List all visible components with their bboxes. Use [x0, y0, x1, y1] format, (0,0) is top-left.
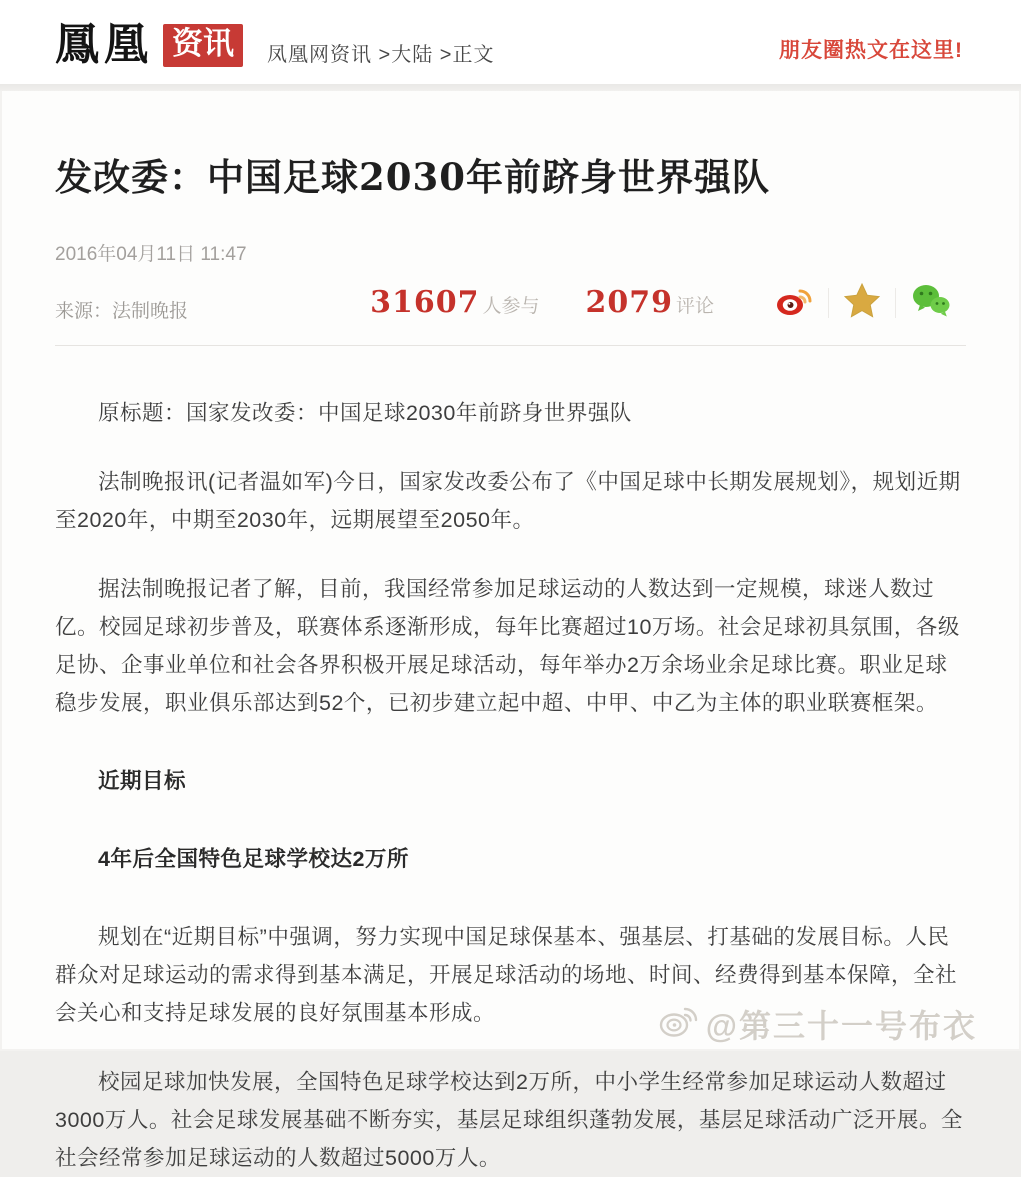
article-paragraph: 规划在“近期目标”中强调，努力实现中国足球保基本、强基层、打基础的发展目标。人民群众对足球运动的需求得到基本满足，开展足球活动的场地、时间、经费得到基本保障，全社会关心和支持足球发展的良好氛围基本形成。 — [55, 925, 958, 1025]
article-body — [55, 394, 966, 1177]
favorite-star-icon — [843, 282, 881, 323]
comments-count: 2079 — [585, 285, 673, 320]
source-label: 来源： — [55, 301, 113, 322]
moments-hot-articles-link[interactable]: 朋友圈热文在这里! — [779, 39, 963, 62]
section-heading: 近期目标 — [98, 769, 187, 793]
weibo-icon — [774, 282, 814, 323]
participants-stat — [370, 285, 539, 320]
wechat-share-button[interactable] — [896, 282, 966, 323]
comments-label: 评论 — [675, 296, 714, 317]
site-header — [0, 0, 1021, 84]
article-paragraph: 据法制晚报记者了解，目前，我国经常参加足球运动的人数达到一定规模，球迷人数过亿。校园足球初步普及，联赛体系逐渐形成，每年比赛超过10万场。社会足球初具氛围，各级足协、企事业单位和社会各界积极开展足球活动，每年举办2万余场业余足球比赛。职业足球稳步发展，职业俱乐部达到52个，已初步建立起中超、中甲、中乙为主体的职业联赛框架。 — [55, 577, 960, 715]
article-container — [0, 147, 1021, 1177]
section-heading: 4年后全国特色足球学校达2万所 — [98, 847, 409, 871]
breadcrumb[interactable]: 凤凰网资讯 >大陆 >正文 — [267, 43, 495, 66]
participants-label: 人参与 — [482, 296, 540, 317]
article-paragraph: 校园足球加快发展，全国特色足球学校达到2万所，中小学生经常参加足球运动人数超过3000万人。社会足球发展基础不断夯实，基层足球组织蓬勃发展，基层足球活动广泛开展。全社会经常参加足球运动的人数超过5000万人。 — [55, 1070, 963, 1170]
favorite-button[interactable] — [829, 282, 895, 323]
weibo-share-button[interactable] — [760, 282, 828, 323]
article-paragraph: 法制晚报讯(记者温如军)今日，国家发改委公布了《中国足球中长期发展规划》，规划近期至2020年，中期至2030年，远期展望至2050年。 — [55, 470, 961, 532]
engagement-stats — [370, 282, 966, 323]
comments-stat — [585, 285, 714, 320]
phoenix-logo[interactable] — [55, 19, 243, 70]
wechat-icon — [910, 282, 952, 323]
share-bar — [760, 282, 966, 323]
publish-date: 2016年04月11日 11:47 — [55, 244, 247, 265]
watermark-text: @第三十一号布衣 — [705, 1008, 977, 1044]
article-meta-row — [55, 282, 966, 346]
article-paragraph: 原标题：国家发改委：中国足球2030年前跻身世界强队 — [98, 401, 632, 425]
source-link[interactable]: 法制晚报 — [112, 301, 189, 322]
header-divider — [0, 84, 1021, 91]
news-channel-badge: 资讯 — [163, 24, 243, 67]
participants-count: 31607 — [370, 285, 480, 320]
page-title: 发改委：中国足球2030年前跻身世界强队 — [55, 155, 770, 199]
phoenix-logo-text: 鳳凰 — [55, 19, 153, 70]
